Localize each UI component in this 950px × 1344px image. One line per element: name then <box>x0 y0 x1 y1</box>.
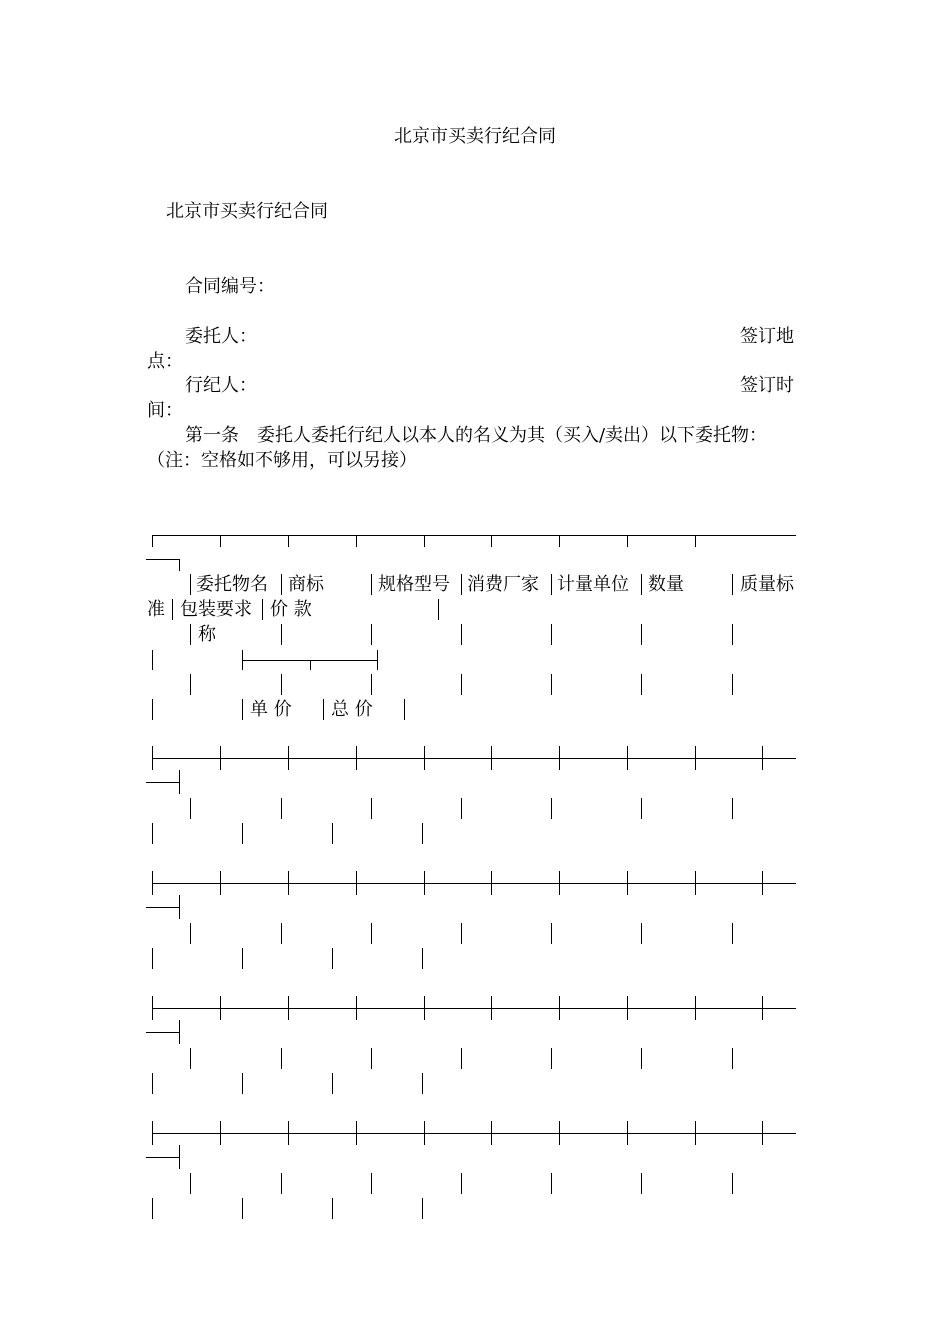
column-tick <box>220 996 221 1020</box>
row-cell-divider <box>190 798 191 819</box>
principal-label: 委托人： <box>185 326 257 347</box>
column-tick <box>179 895 180 919</box>
header-divider <box>641 574 642 595</box>
header-divider <box>371 574 372 595</box>
column-tick <box>762 996 763 1020</box>
table-row-tail <box>146 1157 180 1158</box>
column-tick <box>152 1121 153 1145</box>
row-cell-divider <box>371 1173 372 1194</box>
row-cell-divider <box>332 1198 333 1219</box>
column-tick <box>424 1121 425 1145</box>
column-tick <box>627 871 628 895</box>
header-divider <box>551 674 552 695</box>
header-divider <box>371 624 372 645</box>
header-brand: 商标 <box>288 574 324 595</box>
document-title: 北京市买卖行纪合同 <box>394 126 556 147</box>
row-cell-divider <box>242 823 243 844</box>
column-tick <box>424 871 425 895</box>
contract-number-label: 合同编号： <box>185 276 275 297</box>
column-tick <box>288 535 289 547</box>
column-tick <box>695 996 696 1020</box>
header-divider <box>262 599 263 620</box>
row-cell-divider <box>732 923 733 944</box>
sign-time-label-b: 间： <box>147 400 183 421</box>
column-tick <box>491 996 492 1020</box>
row-cell-divider <box>422 1073 423 1094</box>
table-row-tail <box>146 1032 180 1033</box>
row-cell-divider <box>461 1048 462 1069</box>
row-cell-divider <box>332 948 333 969</box>
header-unit: 计量单位 <box>557 574 629 595</box>
row-cell-divider <box>371 923 372 944</box>
document-subtitle: 北京市买卖行纪合同 <box>166 201 328 222</box>
column-tick <box>424 535 425 547</box>
header-price: 价 款 <box>270 599 312 620</box>
sign-place-label-b: 点： <box>147 351 183 372</box>
column-tick <box>559 746 560 770</box>
header-divider <box>404 699 405 720</box>
header-divider <box>732 674 733 695</box>
row-cell-divider <box>152 1073 153 1094</box>
header-divider <box>281 624 282 645</box>
column-tick <box>356 535 357 547</box>
header-package: 包装要求 <box>180 599 252 620</box>
table-row-border <box>152 758 796 759</box>
column-tick <box>152 535 153 547</box>
row-cell-divider <box>461 798 462 819</box>
row-cell-divider <box>732 1048 733 1069</box>
column-tick <box>288 871 289 895</box>
sign-time-label-a: 签订时 <box>740 375 794 396</box>
row-cell-divider <box>281 1173 282 1194</box>
column-tick <box>559 1121 560 1145</box>
row-cell-divider <box>152 823 153 844</box>
header-divider <box>461 674 462 695</box>
row-cell-divider <box>641 798 642 819</box>
column-tick <box>220 871 221 895</box>
row-cell-divider <box>422 823 423 844</box>
column-tick <box>695 535 696 547</box>
table-row-border <box>152 883 796 884</box>
column-tick <box>288 746 289 770</box>
header-quality-a: 质量标 <box>740 574 794 595</box>
row-cell-divider <box>190 1048 191 1069</box>
column-tick <box>220 746 221 770</box>
table-row-tail <box>146 782 180 783</box>
column-tick <box>762 1121 763 1145</box>
column-tick <box>288 1121 289 1145</box>
column-tick <box>179 770 180 794</box>
row-cell-divider <box>551 1048 552 1069</box>
column-tick <box>627 996 628 1020</box>
row-cell-divider <box>281 1048 282 1069</box>
price-split-tick <box>310 660 311 670</box>
header-divider <box>438 599 439 620</box>
header-divider <box>152 650 153 670</box>
row-cell-divider <box>190 1173 191 1194</box>
row-cell-divider <box>551 798 552 819</box>
row-cell-divider <box>422 948 423 969</box>
table-top-tail <box>146 559 180 560</box>
column-tick <box>695 746 696 770</box>
column-tick <box>491 871 492 895</box>
column-tick <box>152 746 153 770</box>
column-tick <box>179 1020 180 1044</box>
row-cell-divider <box>732 798 733 819</box>
header-divider <box>461 574 462 595</box>
row-cell-divider <box>732 1173 733 1194</box>
row-cell-divider <box>332 1073 333 1094</box>
header-divider <box>242 699 243 720</box>
column-tick <box>152 996 153 1020</box>
header-divider <box>551 574 552 595</box>
row-cell-divider <box>422 1198 423 1219</box>
article-1-line-2: （注：空格如不够用，可以另接） <box>147 450 417 471</box>
header-spec: 规格型号 <box>378 574 450 595</box>
row-cell-divider <box>551 923 552 944</box>
row-cell-divider <box>281 798 282 819</box>
row-cell-divider <box>641 923 642 944</box>
column-tick <box>491 746 492 770</box>
header-divider <box>281 574 282 595</box>
header-divider <box>152 699 153 720</box>
row-cell-divider <box>641 1048 642 1069</box>
table-row-tail <box>146 907 180 908</box>
row-cell-divider <box>332 823 333 844</box>
column-tick <box>762 746 763 770</box>
header-divider <box>281 674 282 695</box>
header-divider <box>190 674 191 695</box>
header-divider <box>551 624 552 645</box>
header-divider <box>732 624 733 645</box>
header-divider <box>323 699 324 720</box>
row-cell-divider <box>371 798 372 819</box>
column-tick <box>356 1121 357 1145</box>
header-divider <box>190 624 191 645</box>
header-quantity: 数量 <box>648 574 684 595</box>
column-tick <box>559 535 560 547</box>
row-cell-divider <box>152 1198 153 1219</box>
header-divider <box>461 624 462 645</box>
column-tick <box>356 746 357 770</box>
table-top-border <box>152 535 796 536</box>
row-cell-divider <box>281 923 282 944</box>
agent-label: 行纪人： <box>185 375 257 396</box>
table-row-border <box>152 1133 796 1134</box>
header-divider <box>641 674 642 695</box>
header-divider <box>641 624 642 645</box>
header-unit-price: 单 价 <box>250 699 292 720</box>
header-name-b: 称 <box>198 624 216 645</box>
header-total-price: 总 价 <box>331 699 373 720</box>
table-row-border <box>152 1008 796 1009</box>
row-cell-divider <box>242 1198 243 1219</box>
row-cell-divider <box>242 1073 243 1094</box>
column-tick <box>559 871 560 895</box>
column-tick <box>220 1121 221 1145</box>
column-tick <box>356 871 357 895</box>
column-tick <box>695 871 696 895</box>
header-name-a: 委托物名 <box>196 574 268 595</box>
column-tick <box>152 871 153 895</box>
column-tick <box>356 996 357 1020</box>
column-tick <box>627 746 628 770</box>
column-tick <box>762 871 763 895</box>
column-tick <box>695 1121 696 1145</box>
header-quality-b: 准 <box>147 599 165 620</box>
column-tick <box>424 996 425 1020</box>
row-cell-divider <box>190 923 191 944</box>
row-cell-divider <box>371 1048 372 1069</box>
column-tick <box>627 535 628 547</box>
column-tick <box>627 1121 628 1145</box>
row-cell-divider <box>551 1173 552 1194</box>
row-cell-divider <box>461 1173 462 1194</box>
row-cell-divider <box>242 948 243 969</box>
column-tick <box>559 996 560 1020</box>
column-tick <box>220 535 221 547</box>
column-tick <box>491 1121 492 1145</box>
column-tick <box>288 996 289 1020</box>
header-divider <box>190 574 191 595</box>
header-divider <box>732 574 733 595</box>
header-divider <box>377 650 378 670</box>
column-tick <box>491 535 492 547</box>
article-1-line-1: 第一条 委托人委托行纪人以本人的名义为其（买入/卖出）以下委托物： <box>185 425 768 446</box>
column-tick <box>179 559 180 571</box>
row-cell-divider <box>461 923 462 944</box>
column-tick <box>179 1145 180 1169</box>
row-cell-divider <box>152 948 153 969</box>
column-tick <box>424 746 425 770</box>
header-divider <box>172 599 173 620</box>
row-cell-divider <box>641 1173 642 1194</box>
header-divider <box>371 674 372 695</box>
header-manufacturer: 消费厂家 <box>467 574 539 595</box>
sign-place-label-a: 签订地 <box>740 326 794 347</box>
